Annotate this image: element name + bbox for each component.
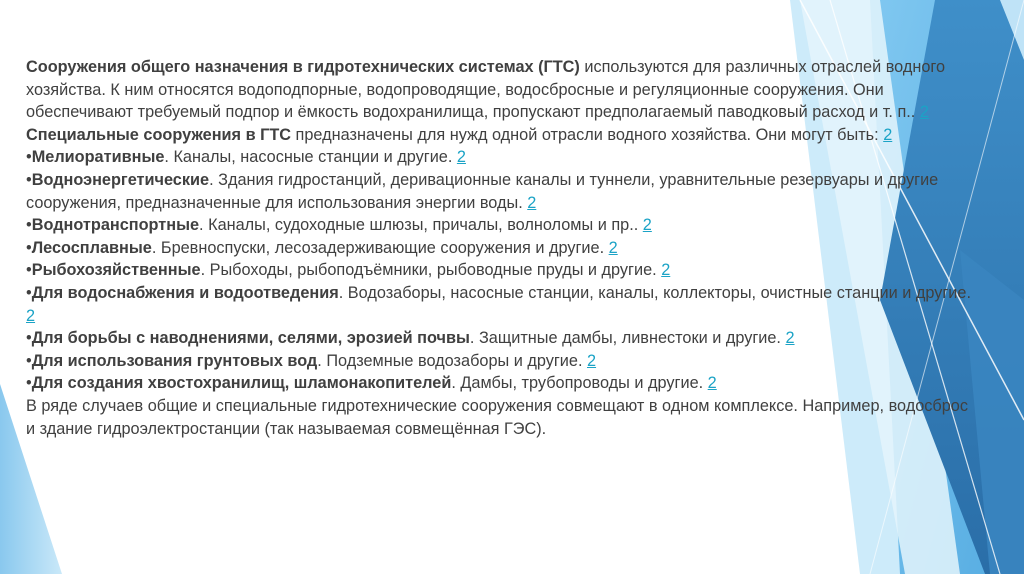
reference-link[interactable]: 2 <box>883 125 893 144</box>
reference-link[interactable]: 2 <box>527 193 537 212</box>
term-bold: Для водоснабжения и водоотведения <box>31 283 339 302</box>
list-item <box>26 146 976 169</box>
bullet: • <box>26 170 32 189</box>
term-bold: Воднотранспортные <box>31 216 200 235</box>
item-text: . Каналы, судоходные шлюзы, причалы, волноломы и пр.. <box>199 216 643 235</box>
reference-link[interactable]: 2 <box>587 351 597 370</box>
item-text: . Дамбы, трубопроводы и другие. <box>451 374 708 393</box>
term-bold: Водноэнергетические <box>31 170 210 189</box>
bullet: • <box>26 216 32 235</box>
term-bold: Для создания хвостохранилищ, шламонакопителей <box>31 374 452 393</box>
paragraph-combined-structures <box>26 395 976 440</box>
term-bold: Лесосплавные <box>31 238 152 257</box>
item-text: . Водозаборы, насосные станции, каналы, коллекторы, очистные станции и другие. <box>338 283 971 302</box>
bullet: • <box>26 374 32 393</box>
bullet: • <box>26 329 32 348</box>
reference-link[interactable]: 2 <box>26 306 36 325</box>
list-item <box>26 327 976 350</box>
list-item <box>26 237 976 260</box>
term-bold: Сооружения общего назначения в гидротехнических системах (ГТС) <box>26 58 580 76</box>
paragraph-text: используются для различных отраслей водного хозяйства. К ним относятся водоподпорные, водопроводящие, водосбросные и регуляционные сооружения. Они обеспечивают требуемый подпор и ёмкость водохранилища, пропускают предполагаемый паводковый расход и т. п.. <box>26 58 946 122</box>
term-bold: Для борьбы с наводнениями, селями, эрозией почвы <box>31 329 470 348</box>
slide-text-body <box>26 56 976 440</box>
term-bold: Мелиоративные <box>31 148 165 167</box>
reference-link[interactable]: 2 <box>707 374 717 393</box>
list-item <box>26 350 976 373</box>
list-item <box>26 282 976 327</box>
term-bold: Для использования грунтовых вод <box>31 351 318 370</box>
item-text: . Рыбоходы, рыбоподъёмники, рыбоводные пруды и другие. <box>200 261 662 280</box>
reference-link[interactable]: 2 <box>608 238 618 257</box>
reference-link[interactable]: 2 <box>661 261 671 280</box>
item-text: . Защитные дамбы, ливнестоки и другие. <box>469 329 786 348</box>
paragraph-text: В ряде случаев общие и специальные гидротехнические сооружения совмещают в одном комплексе. Например, водосброс и здание гидроэлектростанции (так называемая совмещённая ГЭС). <box>26 396 969 438</box>
paragraph-general-structures <box>26 56 976 124</box>
item-text: . Подземные водозаборы и другие. <box>317 351 587 370</box>
item-text: . Каналы, насосные станции и другие. <box>164 148 457 167</box>
bullet: • <box>26 238 32 257</box>
term-bold: Рыбохозяйственные <box>31 261 201 280</box>
item-text: . Здания гидростанций, деривационные каналы и туннели, уравнительные резервуары и другие сооружения, предназначенные для использования энергии воды. <box>26 170 939 212</box>
bullet: • <box>26 261 32 280</box>
bullet: • <box>26 148 32 167</box>
paragraph-special-structures <box>26 124 976 147</box>
bullet: • <box>26 283 32 302</box>
paragraph-text: предназначены для нужд одной отрасли водного хозяйства. Они могут быть: <box>291 125 884 144</box>
reference-link[interactable]: 2 <box>642 216 652 235</box>
list-item <box>26 214 976 237</box>
term-bold: Специальные сооружения в ГТС <box>26 125 292 144</box>
item-text: . Бревноспуски, лесозадерживающие сооружения и другие. <box>151 238 609 257</box>
list-item <box>26 259 976 282</box>
reference-link[interactable]: 2 <box>785 329 795 348</box>
list-item <box>26 169 976 214</box>
bullet: • <box>26 351 32 370</box>
reference-link[interactable]: 2 <box>456 148 466 167</box>
list-item <box>26 372 976 395</box>
reference-link[interactable]: 2 <box>919 103 929 122</box>
